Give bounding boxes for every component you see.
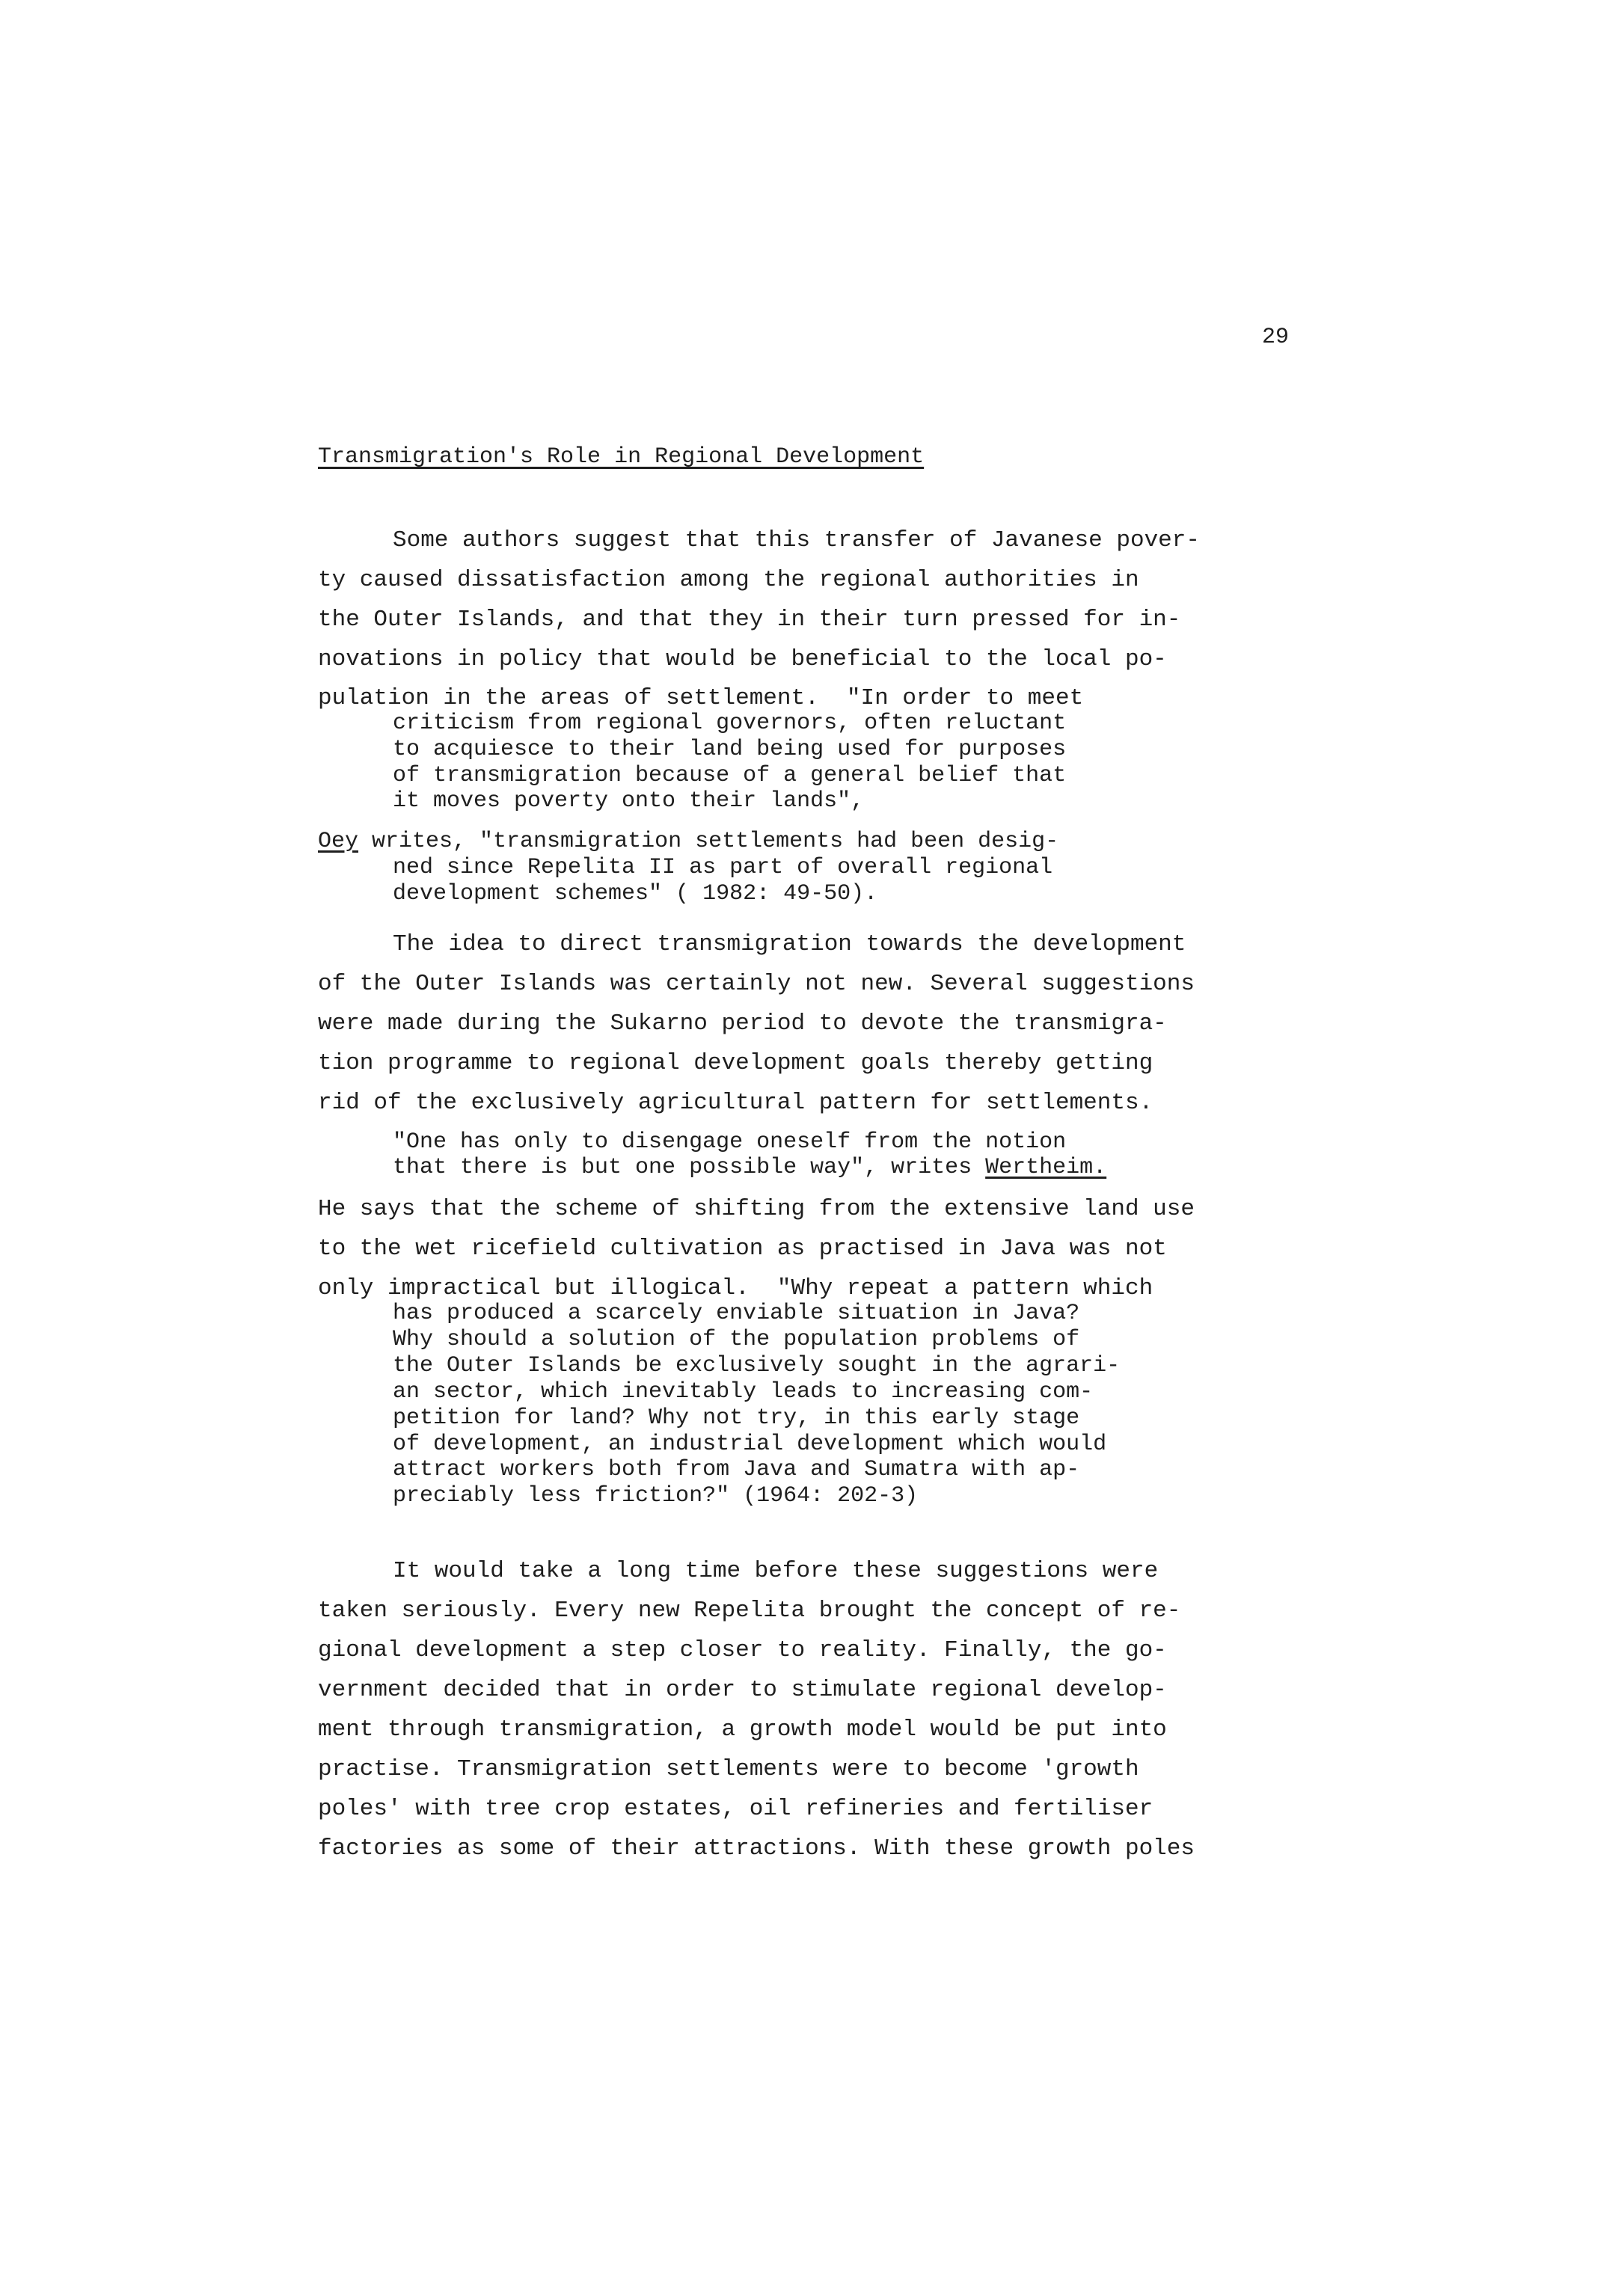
paragraph-line: tion programme to regional development goals thereby getting xyxy=(318,1050,1153,1076)
paragraph-line: ty caused dissatisfaction among the regional authorities in xyxy=(318,567,1139,593)
paragraph-line: of the Outer Islands was certainly not new. Several suggestions xyxy=(318,971,1195,997)
paragraph-line: ment through transmigration, a growth model would be put into xyxy=(318,1717,1167,1743)
quote-text: that there is but one possible way", writes xyxy=(393,1155,986,1180)
quote-line xyxy=(318,830,1058,853)
paragraph-line: rid of the exclusively agricultural pattern for settlements. xyxy=(318,1090,1153,1116)
paragraph-line: practise. Transmigration settlements were to become 'growth xyxy=(318,1756,1139,1782)
quote-line: to acquiesce to their land being used for purposes xyxy=(393,737,1067,762)
paragraph-line: He says that the scheme of shifting from the extensive land use xyxy=(318,1196,1195,1222)
quote-line: of development, an industrial development which would xyxy=(393,1432,1107,1457)
quote-line: preciably less friction?" (1964: 202-3) xyxy=(393,1483,919,1509)
quote-line: has produced a scarcely enviable situation in Java? xyxy=(393,1301,1080,1326)
paragraph-line: the Outer Islands, and that they in their turn pressed for in- xyxy=(318,607,1181,633)
paragraph-line: taken seriously. Every new Repelita brought the concept of re- xyxy=(318,1598,1181,1624)
paragraph-line: Some authors suggest that this transfer of Javanese pover- xyxy=(393,527,1200,553)
quote-line: criticism from regional governors, often reluctant xyxy=(393,711,1067,736)
quote-line: of transmigration because of a general belief that xyxy=(393,763,1067,788)
quote-line xyxy=(393,1156,1106,1179)
paragraph-line: vernment decided that in order to stimulate regional develop- xyxy=(318,1677,1167,1703)
paragraph-line: The idea to direct transmigration towards the development xyxy=(393,931,1186,957)
quote-line: the Outer Islands be exclusively sought in the agrari- xyxy=(393,1353,1121,1378)
paragraph-line: It would take a long time before these suggestions were xyxy=(393,1558,1159,1584)
paragraph-line: factories as some of their attractions. With these growth poles xyxy=(318,1835,1195,1862)
paragraph-line: gional development a step closer to reality. Finally, the go- xyxy=(318,1637,1167,1663)
paragraph-line: only impractical but illogical. "Why repeat a pattern which xyxy=(318,1275,1153,1301)
section-heading: Transmigration's Role in Regional Development xyxy=(318,444,925,470)
quote-line: "One has only to disengage oneself from the notion xyxy=(393,1129,1067,1155)
quote-text: writes, "transmigration settlements had been desig- xyxy=(358,829,1059,854)
page-number: 29 xyxy=(1262,325,1290,350)
quote-line: ned since Repelita II as part of overall regional xyxy=(393,855,1053,880)
paragraph-line: novations in policy that would be beneficial to the local po- xyxy=(318,646,1167,672)
paragraph-line: to the wet ricefield cultivation as practised in Java was not xyxy=(318,1236,1167,1262)
paragraph-line: were made during the Sukarno period to devote the transmigra- xyxy=(318,1010,1167,1037)
paragraph-line: poles' with tree crop estates, oil refineries and fertiliser xyxy=(318,1796,1153,1822)
author-name: Wertheim. xyxy=(985,1155,1107,1180)
author-name: Oey xyxy=(318,829,359,854)
paragraph-line: pulation in the areas of settlement. "In order to meet xyxy=(318,685,1084,711)
quote-line: an sector, which inevitably leads to increasing com- xyxy=(393,1379,1094,1405)
quote-line: attract workers both from Java and Sumatra with ap- xyxy=(393,1457,1080,1482)
quote-line: Why should a solution of the population problems of xyxy=(393,1327,1080,1352)
quote-line: petition for land? Why not try, in this early stage xyxy=(393,1405,1080,1431)
quote-line: development schemes" ( 1982: 49-50). xyxy=(393,881,878,907)
quote-line: it moves poverty onto their lands", xyxy=(393,788,865,814)
